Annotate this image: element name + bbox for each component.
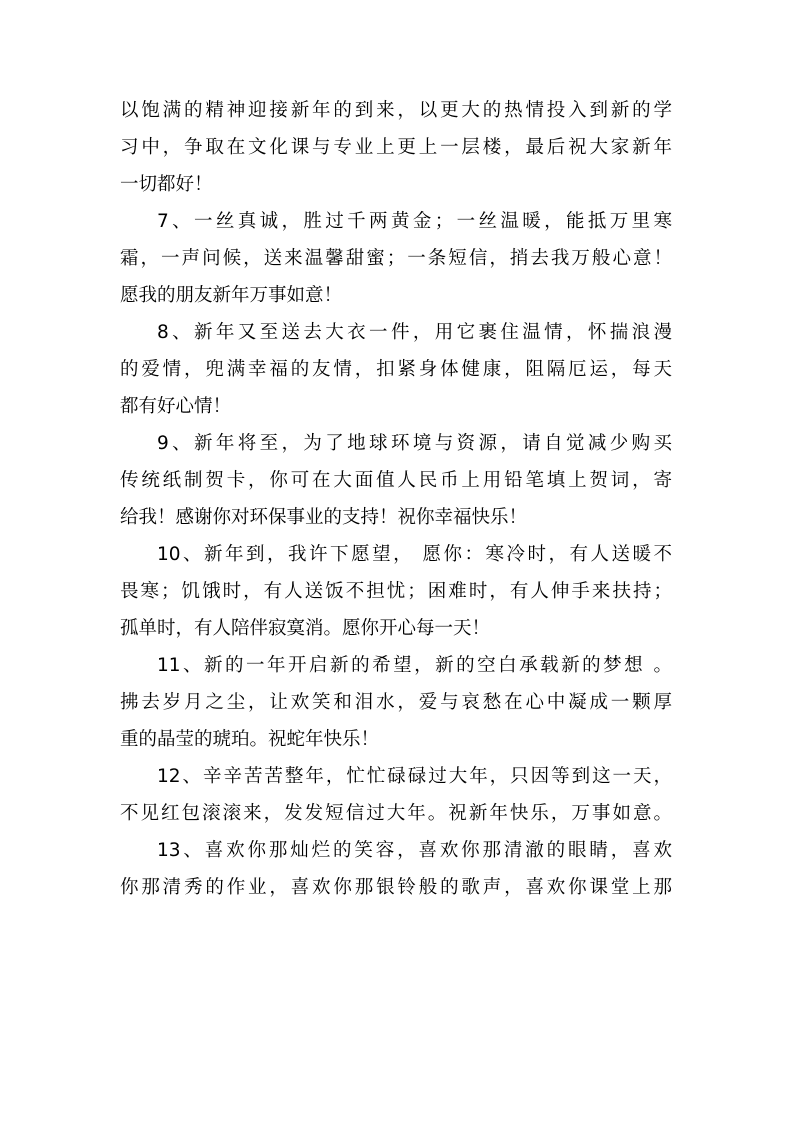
text-line: 不见红包滚滚来，发发短信过大年。祝新年快乐，万事如意。 — [120, 803, 672, 824]
text-line: 的爱情，兜满幸福的友情，扣紧身体健康，阻隔厄运，每天 — [120, 359, 672, 380]
paragraph-start-line: 7、一丝真诚，胜过千两黄金；一丝温暖，能抵万里寒 — [157, 211, 672, 232]
document-page — [120, 92, 672, 1052]
paragraph-start-line: 12、辛辛苦苦整年，忙忙碌碌过大年，只因等到这一天， — [157, 766, 672, 787]
text-line: 孤单时，有人陪伴寂寞消。愿你开心每一天！ — [120, 618, 491, 639]
text-line: 传统纸制贺卡，你可在大面值人民币上用铅笔填上贺词，寄 — [120, 470, 672, 491]
paragraph-start-line: 10、新年到，我许下愿望， 愿你：寒冷时，有人送暖不 — [157, 544, 672, 565]
paragraph-start-line: 9、新年将至，为了地球环境与资源，请自觉减少购买 — [157, 433, 672, 454]
text-line: 拂去岁月之尘，让欢笑和泪水，爱与哀愁在心中凝成一颗厚 — [120, 692, 672, 713]
text-line: 习中，争取在文化课与专业上更上一层楼，最后祝大家新年 — [120, 137, 672, 158]
text-line: 愿我的朋友新年万事如意！ — [120, 285, 343, 306]
paragraph-start-line: 13、喜欢你那灿烂的笑容，喜欢你那清澈的眼睛，喜欢 — [157, 840, 672, 861]
paragraph-start-line: 11、新的一年开启新的希望，新的空白承载新的梦想 。 — [157, 655, 672, 676]
text-line: 给我！感谢你对环保事业的支持！祝你幸福快乐！ — [120, 507, 528, 528]
text-line: 都有好心情！ — [120, 396, 232, 417]
text-line: 以饱满的精神迎接新年的到来，以更大的热情投入到新的学 — [120, 100, 672, 121]
text-line: 一切都好！ — [120, 174, 213, 195]
paragraph-start-line: 8、新年又至送去大衣一件，用它裹住温情，怀揣浪漫 — [157, 322, 672, 343]
text-line: 畏寒；饥饿时，有人送饭不担忧；困难时，有人伸手来扶持； — [120, 581, 672, 602]
text-line: 你那清秀的作业，喜欢你那银铃般的歌声，喜欢你课堂上那 — [120, 877, 672, 898]
text-line: 重的晶莹的琥珀。祝蛇年快乐！ — [120, 729, 380, 750]
text-line: 霜，一声问候，送来温馨甜蜜；一条短信，捎去我万般心意！ — [120, 248, 672, 269]
